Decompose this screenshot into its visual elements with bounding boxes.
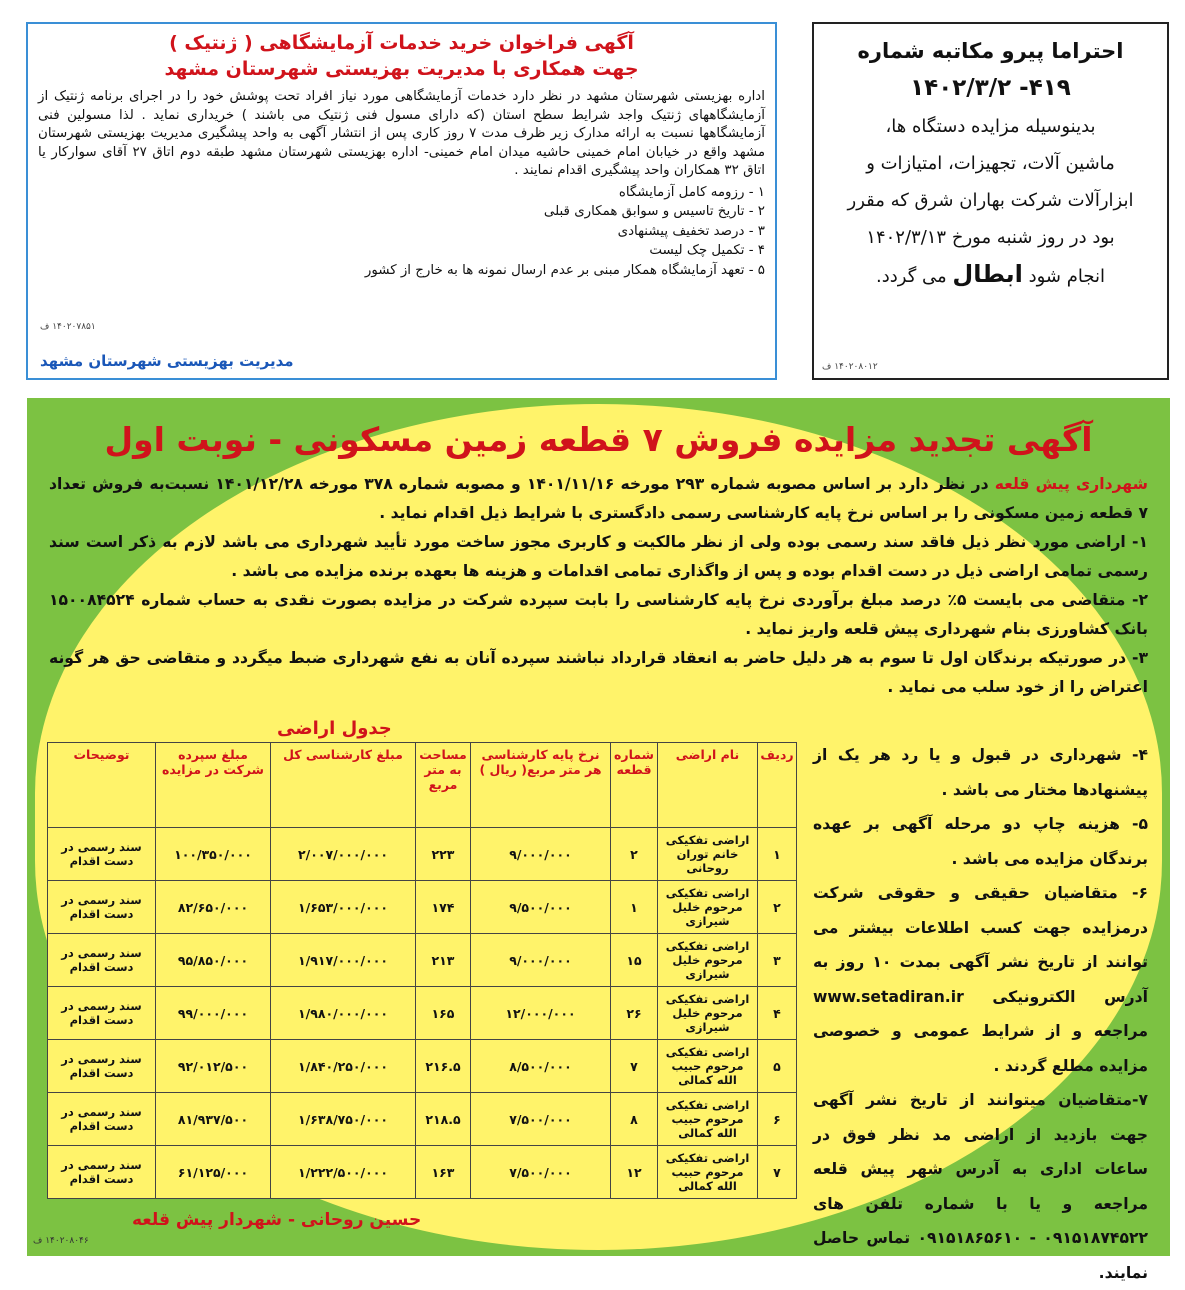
table-row (48, 987, 797, 1040)
table-cell: ۸ (611, 1093, 658, 1146)
table-cell: سند رسمی در دست اقدام (48, 1093, 156, 1146)
col-header: نام اراضی (658, 743, 758, 828)
table-cell: ۱/۸۴۰/۲۵۰/۰۰۰ (271, 1040, 416, 1093)
auction-intro (49, 470, 1148, 702)
table-cell: ۲ (758, 881, 797, 934)
list-item: ۱ - رزومه کامل آزمایشگاه (618, 184, 765, 200)
table-cell: ۸/۵۰۰/۰۰۰ (471, 1040, 611, 1093)
notice-text: انجام شود (1028, 266, 1105, 287)
table-cell: ۲۲۳ (416, 828, 471, 881)
ad-signature: مدیریت بهزیستی شهرستان مشهد (40, 352, 294, 370)
col-header: مبلغ سپرده شرکت در مزایده (156, 743, 271, 828)
table-cell: ۲ (611, 828, 658, 881)
condition-6 (813, 876, 1148, 1083)
auction-title: آگهی تجدید مزایده فروش ۷ قطعه زمین مسکونی - نوبت اول (104, 420, 1093, 459)
condition-6-text: ۶- متقاضیان حقیقی و حقوقی شرکت درمزایده جهت کسب اطلاعات بیشتر می توانند از تاریخ نشر آگهی بمدت ۱۰ روز به آدرس الکترونیکی (813, 884, 1148, 1006)
condition-2: ۲- متقاضی می بایست ۵٪ درصد مبلغ برآوردی نرخ پایه کارشناسی را بابت سپرده شرکت در مزایده بصورت نقدی به حساب شماره ۱۵۰۰۸۴۵۲۴ بانک کشاورزی بنام شهرداری پیش قلعه واریز نماید . (49, 591, 1148, 638)
table-cell: ۷ (758, 1146, 797, 1199)
table-cell: ۲۱۳ (416, 934, 471, 987)
table-row (48, 828, 797, 881)
table-cell: ۲/۰۰۷/۰۰۰/۰۰۰ (271, 828, 416, 881)
col-header: ردیف (758, 743, 797, 828)
cancellation-ad (812, 22, 1169, 380)
notice-text: می گردد. (876, 266, 947, 287)
table-body (48, 828, 797, 1199)
table-cell: سند رسمی در دست اقدام (48, 828, 156, 881)
table-row (48, 1040, 797, 1093)
auction-conditions-right (813, 738, 1148, 1290)
table-cell: اراضی تفکیکی مرحوم خلیل شیرازی (658, 881, 758, 934)
table-cell: سند رسمی در دست اقدام (48, 881, 156, 934)
ad-code: ۱۴۰۲۰۷۸۵۱ ف (40, 322, 96, 332)
land-auction-ad (27, 398, 1170, 1282)
table-cell: ۹/۵۰۰/۰۰۰ (471, 881, 611, 934)
requirements-list (38, 183, 765, 281)
ad-code: ۱۴۰۲۰۸۰۱۲ ف (822, 362, 878, 372)
table-title: جدول اراضی (277, 718, 392, 739)
ad-body: اداره بهزیستی شهرستان مشهد در نظر دارد خدمات آزمایشگاهی مورد نیاز افراد تحت پوشش خود را در اجرای برنامه ژنتیک از آزمایشگاههای ژنتیک واجد شرایط سطح استان (که دارای مسول فنی ژنتیک می باشند ) خریداری نماید . لذا مسولین فنی آزمایشگاهها نسبت به ارائه مدارک زیر ظرف مدت ۷ روز کاری پس از انتشار آگهی به واحد پیشگیری مدیریت بهزیستی شهرستان مشهد واقع در خیابان امام خمینی حاشیه میدان امام خمینی- اداره بهزیستی شهرستان مشهد طبقه دوم اتاق ۲۷ آقای سوارکار یا اتاق ۳۲ همکاران واحد پیشگیری اقدام نمایند . (38, 89, 765, 179)
condition-1: ۱- اراضی مورد نظر ذیل فاقد سند رسمی بوده ولی از نظر مالکیت و کاربری مجوز ساخت مورد تأیید شهرداری می باشد لازم به ذکر است سند رسمی تمامی اراضی ذیل در دست اقدام بوده و پس از واگذاری تمامی اقدامات و هزینه ها بعهده برنده مزایده می باشد . (49, 533, 1148, 580)
table-cell: ۹/۰۰۰/۰۰۰ (471, 828, 611, 881)
notice-line: ماشین آلات، تجهیزات، امتیازات و (866, 153, 1115, 174)
table-cell: ۳ (758, 934, 797, 987)
table-cell: ۲۶ (611, 987, 658, 1040)
table-row (48, 1093, 797, 1146)
table-row (48, 1146, 797, 1199)
table-cell: ۱۷۴ (416, 881, 471, 934)
table-cell: اراضی تفکیکی خانم توران روحانی (658, 828, 758, 881)
table-cell: ۹۹/۰۰۰/۰۰۰ (156, 987, 271, 1040)
col-header: مساحت به متر مربع (416, 743, 471, 828)
ad-code: ۱۴۰۲۰۸۰۴۶ ف (33, 1236, 89, 1246)
table-cell: سند رسمی در دست اقدام (48, 1146, 156, 1199)
table-cell: سند رسمی در دست اقدام (48, 1040, 156, 1093)
mayor-signature: حسین روحانی - شهردار پیش قلعه (132, 1210, 422, 1230)
notice-line-final (826, 256, 1155, 295)
condition-6-text-end: مراجعه و از شرایط عمومی و خصوصی مزایده مطلع گردند . (813, 1022, 1148, 1075)
table-cell: ۱/۹۱۷/۰۰۰/۰۰۰ (271, 934, 416, 987)
table-cell: ۱/۶۳۸/۷۵۰/۰۰۰ (271, 1093, 416, 1146)
table-cell: ۱/۶۵۳/۰۰۰/۰۰۰ (271, 881, 416, 934)
ad-title-line2: جهت همکاری با مدیریت بهزیستی شهرستان مشهد (164, 58, 639, 80)
table-cell: اراضی تفکیکی مرحوم حبیب الله کمالی (658, 1040, 758, 1093)
table-cell: ۱/۲۲۲/۵۰۰/۰۰۰ (271, 1146, 416, 1199)
table-cell: ۱۶۵ (416, 987, 471, 1040)
table-cell: اراضی تفکیکی مرحوم خلیل شیرازی (658, 934, 758, 987)
table-cell: اراضی تفکیکی مرحوم خلیل شیرازی (658, 987, 758, 1040)
table-cell: ۱۲/۰۰۰/۰۰۰ (471, 987, 611, 1040)
intro-text: در نظر دارد بر اساس مصوبه شماره ۲۹۳ مورخه ۱۴۰۱/۱۱/۱۶ و مصوبه شماره ۳۷۸ مورخه ۱۴۰۱/۱۲/۲۸ نسبت‌به فروش تعداد ۷ قطعه زمین مسکونی را بر اساس نرخ پایه کارشناسی رسمی دادگستری با شرایط ذیل اقدام نماید . (49, 475, 1148, 522)
website-link[interactable]: www.setadiran.ir (813, 987, 964, 1006)
list-item: ۵ - تعهد آزمایشگاه همکار مبنی بر عدم ارسال نمونه ها به خارج از کشور (364, 262, 765, 278)
table-cell: ۱/۹۸۰/۰۰۰/۰۰۰ (271, 987, 416, 1040)
table-header-row (48, 743, 797, 828)
notice-line: بدینوسیله مزایده دستگاه ها، (885, 116, 1096, 137)
table-row (48, 881, 797, 934)
table-cell: ۱۵ (611, 934, 658, 987)
table-cell: ۱ (758, 828, 797, 881)
table-cell: ۹/۰۰۰/۰۰۰ (471, 934, 611, 987)
list-item: ۳ - درصد تخفیف پیشنهادی (617, 223, 765, 239)
table-cell: ۵ (758, 1040, 797, 1093)
table-cell: اراضی تفکیکی مرحوم حبیب الله کمالی (658, 1093, 758, 1146)
municipality-name: شهرداری پیش قلعه (994, 475, 1148, 493)
table-cell: سند رسمی در دست اقدام (48, 934, 156, 987)
genetic-lab-ad (26, 22, 777, 380)
land-table (47, 742, 797, 1199)
table-cell: ۹۵/۸۵۰/۰۰۰ (156, 934, 271, 987)
col-header: شماره قطعه (611, 743, 658, 828)
col-header: توضیحات (48, 743, 156, 828)
col-header: مبلغ کارشناسی کل (271, 743, 416, 828)
table-cell: ۲۱۶.۵ (416, 1040, 471, 1093)
condition-7: ۷-متقاضیان میتوانند از تاریخ نشر آگهی جهت بازدید از اراضی مد نظر فوق در ساعات اداری به آدرس شهر پیش قلعه مراجعه و یا با شماره تلفن های ۰۹۱۵۱۸۷۴۵۲۲ - ۰۹۱۵۱۸۶۵۶۱۰ تماس حاصل نمایند. (813, 1091, 1148, 1282)
table-cell: سند رسمی در دست اقدام (48, 987, 156, 1040)
table-cell: ۱۶۳ (416, 1146, 471, 1199)
table-cell: ۸۱/۹۳۷/۵۰۰ (156, 1093, 271, 1146)
list-item: ۲ - تاریخ تاسیس و سوابق همکاری قبلی (543, 204, 765, 220)
table-cell: ۸۲/۶۵۰/۰۰۰ (156, 881, 271, 934)
table-row (48, 934, 797, 987)
table-cell: اراضی تفکیکی مرحوم حبیب الله کمالی (658, 1146, 758, 1199)
condition-3: ۳- در صورتیکه برندگان اول تا سوم به هر دلیل حاضر به انعقاد قرارداد نباشند سپرده آنان به نفع شهرداری ضبط میگردد و متقاضی حق هر گونه اعتراض را از خود سلب می نماید . (49, 649, 1148, 696)
table-cell: ۱ (611, 881, 658, 934)
notice-line: ابزارآلات شرکت بهاران شرق که مقرر (847, 190, 1134, 211)
condition-4: ۴- شهرداری در قبول و یا رد هر یک از پیشنهادها مختار می باشد . (813, 746, 1148, 799)
table-cell: ۶ (758, 1093, 797, 1146)
letter-number: ۴۱۹- ۱۴۰۲/۳/۲ (910, 75, 1071, 101)
table-cell: ۶۱/۱۲۵/۰۰۰ (156, 1146, 271, 1199)
list-item: ۴ - تکمیل چک لیست (649, 243, 765, 259)
notice-line: بود در روز شنبه مورخ ۱۴۰۲/۳/۱۳ (866, 227, 1115, 248)
table-cell: ۹۲/۰۱۲/۵۰۰ (156, 1040, 271, 1093)
col-header: نرخ پایه کارشناسی هر متر مربع( ریال ) (471, 743, 611, 828)
cancelled-word: ابطال (952, 260, 1023, 288)
ad-title-line1: آگهی فراخوان خرید خدمات آزمایشگاهی ( ژنتیک ) (169, 32, 634, 54)
table-cell: ۷/۵۰۰/۰۰۰ (471, 1093, 611, 1146)
table-cell: ۱۰۰/۳۵۰/۰۰۰ (156, 828, 271, 881)
table-cell: ۱۲ (611, 1146, 658, 1199)
table-cell: ۷/۵۰۰/۰۰۰ (471, 1146, 611, 1199)
table-cell: ۲۱۸.۵ (416, 1093, 471, 1146)
notice-heading: احتراما پیرو مکاتبه شماره (857, 39, 1124, 63)
table-cell: ۴ (758, 987, 797, 1040)
condition-5: ۵- هزینه چاپ دو مرحله آگهی بر عهده برندگان مزایده می باشد . (813, 815, 1148, 868)
table-cell: ۷ (611, 1040, 658, 1093)
